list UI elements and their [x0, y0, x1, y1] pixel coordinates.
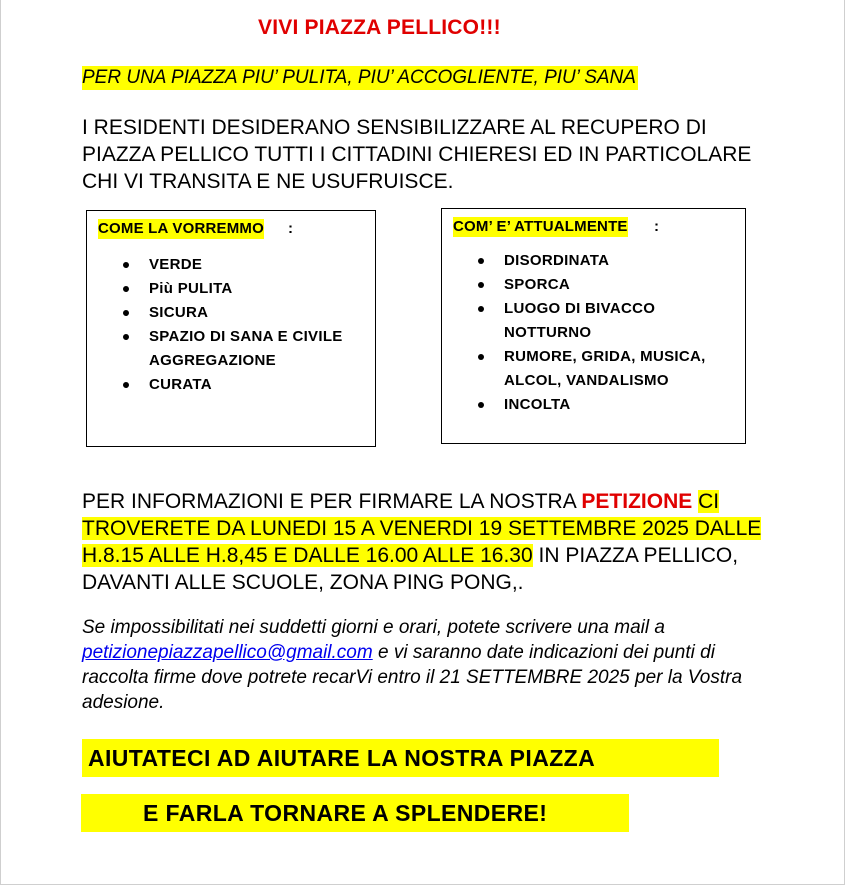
info-paragraph [82, 488, 782, 596]
current-state-heading-text: COM’ E’ ATTUALMENTE [453, 218, 628, 235]
subtitle: PER UNA PIAZZA PIU’ PULITA, PIU’ ACCOGLIENTE, PIU’ SANA [82, 67, 636, 88]
petition-word: PETIZIONE [581, 490, 693, 513]
desired-state-heading [98, 219, 264, 239]
list-item: SPORCA [478, 273, 740, 297]
list-item: RUMORE, GRIDA, MUSICA, ALCOL, VANDALISMO [478, 345, 740, 393]
email-link[interactable]: petizionepiazzapellico@gmail.com [82, 642, 373, 663]
note-before: Se impossibilitati nei suddetti giorni e orari, potete scrivere una mail a [82, 617, 665, 638]
desired-state-heading-colon: : [288, 220, 293, 237]
current-state-heading [453, 217, 628, 237]
list-item: CURATA [123, 373, 368, 397]
list-item: DISORDINATA [478, 249, 740, 273]
intro-paragraph: I RESIDENTI DESIDERANO SENSIBILIZZARE AL RECUPERO DI PIAZZA PELLICO TUTTI I CITTADINI CHIERESI ED IN PARTICOLARE CHI VI TRANSITA E NE USUFRUISCE. [82, 116, 752, 193]
dates-highlight: CI TROVERETE DA LUNEDI 15 A VENERDI 19 SETTEMBRE 2025 DALLE H.8.15 ALLE H.8,45 E DALLE 16.00 ALLE 16.30 [82, 490, 762, 567]
info-suffix: IN PIAZZA PELLICO, DAVANTI ALLE SCUOLE, ZONA PING PONG,. [82, 544, 739, 594]
call-to-action-banner-1: AIUTATECI AD AIUTARE LA NOSTRA PIAZZA [82, 739, 719, 777]
info-prefix: PER INFORMAZIONI E PER FIRMARE LA NOSTRA [82, 490, 582, 513]
list-item: Più PULITA [123, 277, 368, 301]
current-state-list [478, 249, 740, 417]
list-item: INCOLTA [478, 393, 740, 417]
call-to-action-banner-2: E FARLA TORNARE A SPLENDERE! [81, 794, 629, 832]
page-title: VIVI PIAZZA PELLICO!!! [258, 16, 501, 39]
list-item: LUOGO DI BIVACCO NOTTURNO [478, 297, 740, 345]
list-item: SPAZIO DI SANA E CIVILE AGGREGAZIONE [123, 325, 368, 373]
current-state-box [441, 208, 746, 444]
desired-state-box [86, 210, 376, 447]
current-state-heading-colon: : [654, 218, 659, 235]
list-item: VERDE [123, 253, 368, 277]
note-after: e vi saranno date indicazioni dei punti di raccolta firme dove potrete recarVi entro il 21 SETTEMBRE 2025 per la Vostra adesione. [82, 642, 743, 713]
desired-state-list [123, 253, 368, 397]
contact-note [82, 615, 782, 715]
desired-state-heading-text: COME LA VORREMMO [98, 220, 264, 237]
list-item: SICURA [123, 301, 368, 325]
